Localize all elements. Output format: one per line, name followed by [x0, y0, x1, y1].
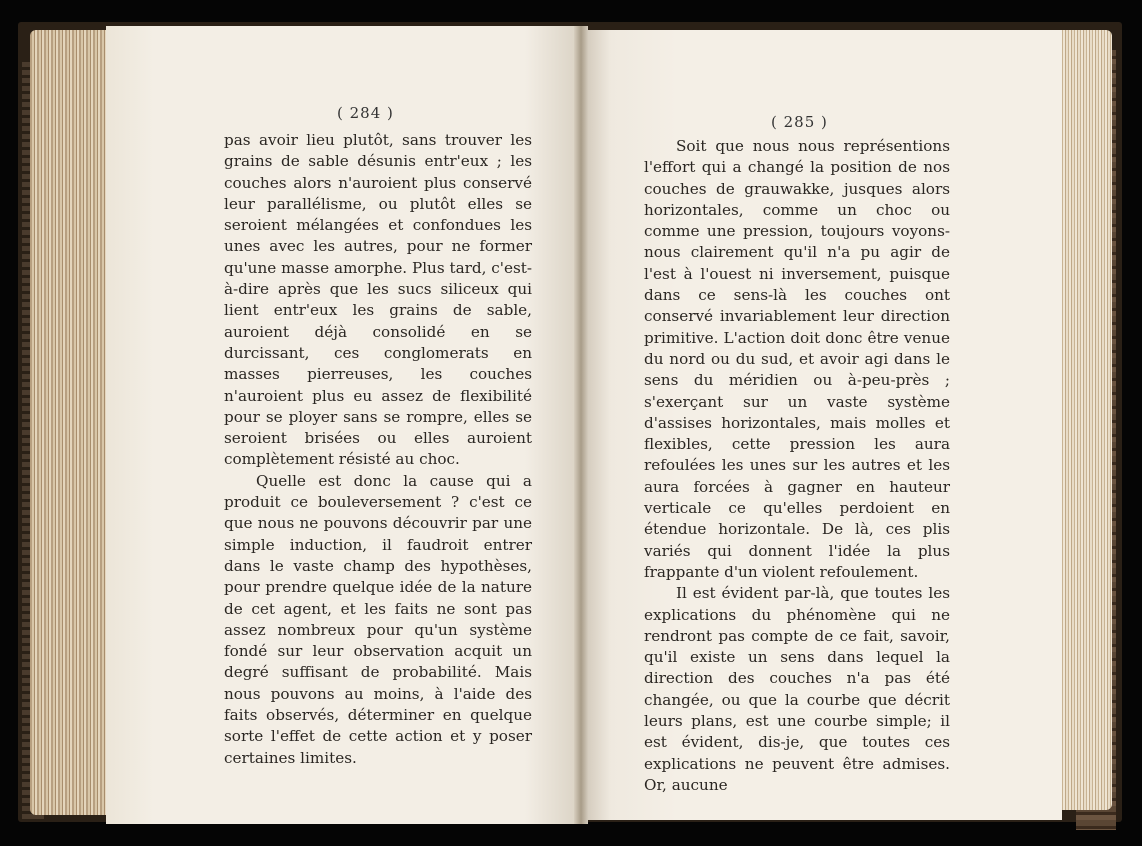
left-page-text — [224, 130, 532, 769]
left-paragraph-1: pas avoir lieu plutôt, sans trouver les grains de sable désunis entr'eux ; les couches alors n'auroient plus conservé leur parallélisme, ou plutôt elles se seroient mélangées et confondues les unes avec les autres, pour ne former qu'une masse amorphe. Plus tard, c'est-à-dire après que les sucs siliceux qui lient entr'eux les grains de sable, auroient déjà consolidé en se durcissant, ces conglomerats en masses pierreuses, les couches n'auroient plus eu assez de flexibilité pour se ployer sans se rompre, elles se seroient brisées ou elles auroient complètement résisté au choc. — [224, 131, 532, 469]
page-edges-left — [30, 30, 108, 815]
book-gutter — [574, 26, 588, 824]
right-paragraph-2: Il est évident par-là, que toutes les explications du phénomène qui ne rendront pas compte de ce fait, savoir, qu'il existe un sens dans lequel la direction des couches n'a pas été changée, ou que la courbe que décrit leurs plans, est une courbe simple; il est évident, dis-je, que toutes ces explications ne peuvent être admises. Or, aucune — [644, 584, 950, 794]
left-paragraph-2: Quelle est donc la cause qui a produit ce bouleversement ? c'est ce que nous ne pouvons découvrir par une simple induction, il faudroit entrer dans le vaste champ des hypothèses, pour prendre quelque idée de la nature de cet agent, et les faits ne sont pas assez nombreux pour qu'un système fondé sur leur observation acquit un degré suffisant de probabilité. Mais nous pouvons au moins, à l'aide des faits observés, déterminer en quelque sorte l'effet de cette action et y poser certaines limites. — [224, 471, 532, 767]
page-edges-right — [1060, 30, 1112, 810]
right-page-text — [644, 136, 950, 796]
right-paragraph-1: Soit que nous nous représentions l'effort qui a changé la position de nos couches de grauwakke, jusques alors horizontales, comme un choc ou comme une pression, toujours voyons-nous clairement qu'il n'a pu agir de l'est à l'ouest ni inversement, puisque dans ce sens-là les couches ont conservé invariablement leur direction primitive. L'action doit donc être venue du nord ou du sud, et avoir agi dans le sens du méridien ou à-peu-près ; s'exerçant sur un vaste système d'assises horizontales, mais molles et flexibles, cette pression les aura refoulées les unes sur les autres et les aura forcées à gagner en hauteur verticale ce qu'elles perdoient en étendue horizontale. De là, ces plis variés qui donnent l'idée la plus frappante d'un violent refoulement. — [644, 137, 950, 581]
right-page-number: ( 285 ) — [771, 113, 828, 131]
left-page-number: ( 284 ) — [337, 104, 394, 122]
